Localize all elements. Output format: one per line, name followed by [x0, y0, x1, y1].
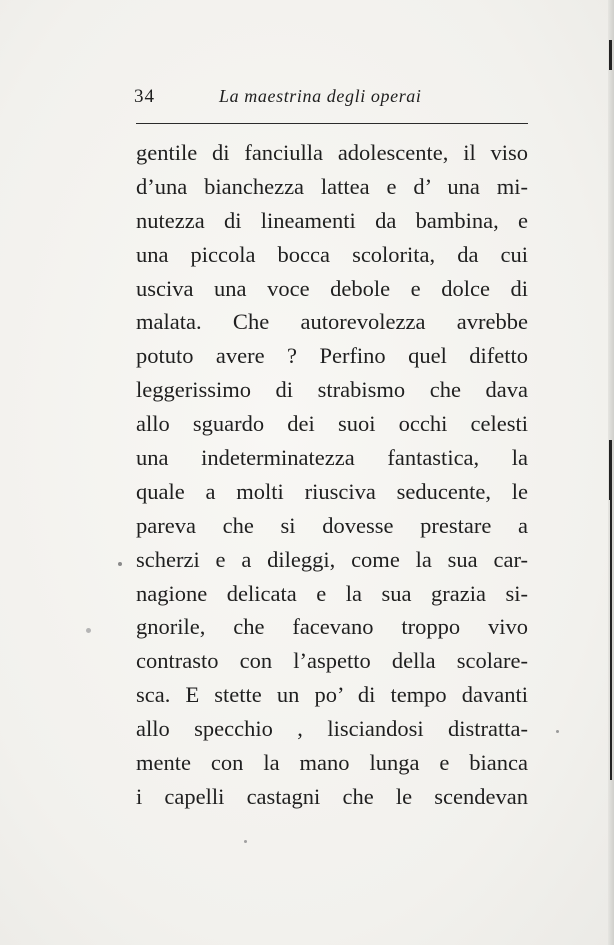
text-line: gentile di fanciulla adolescente, il viso — [136, 140, 528, 165]
text-line: gnorile, che facevano troppo vivo — [136, 614, 528, 640]
text-line: allo sguardo dei suoi occhi celesti — [136, 411, 528, 437]
text-line: usciva una voce debole e dolce di — [136, 275, 528, 301]
paper-speck — [556, 730, 559, 733]
body-text — [136, 136, 528, 814]
text-line: allo specchio , lisciandosi distratta- — [136, 716, 528, 742]
paper-speck — [86, 628, 91, 633]
running-title: La maestrina degli operai — [219, 86, 422, 106]
text-line: mente con la mano lunga e bianca — [136, 750, 528, 776]
edge-mark — [609, 440, 612, 500]
text-line: d’una bianchezza lattea e d’ una mi- — [136, 173, 528, 199]
edge-mark — [610, 500, 612, 780]
text-line: pareva che si dovesse prestare a — [136, 512, 528, 538]
paper-speck — [118, 562, 122, 566]
text-line: una piccola bocca scolorita, da cui — [136, 241, 528, 267]
text-line: una indeterminatezza fantastica, la — [136, 445, 528, 471]
text-line: potuto avere ? Perfino quel difetto — [136, 343, 528, 369]
edge-mark — [609, 40, 612, 70]
text-line: malata. Che autorevolezza avrebbe — [136, 309, 528, 335]
page-number: 34 — [134, 86, 155, 107]
text-line: i capelli castagni che le scendevan — [136, 783, 528, 809]
running-header — [134, 86, 530, 112]
text-line: nutezza di lineamenti da bambina, e — [136, 207, 528, 233]
text-line: sca. E stette un po’ di tempo davanti — [136, 682, 528, 708]
header-rule — [136, 123, 528, 124]
text-line: nagione delicata e la sua grazia si- — [136, 580, 528, 606]
text-line: scherzi e a dileggi, come la sua car- — [136, 546, 528, 572]
text-line: leggerissimo di strabismo che dava — [136, 377, 528, 403]
text-line: quale a molti riusciva seducente, le — [136, 478, 528, 504]
paper-speck — [244, 840, 247, 843]
text-line: contrasto con l’aspetto della scolare- — [136, 648, 528, 674]
